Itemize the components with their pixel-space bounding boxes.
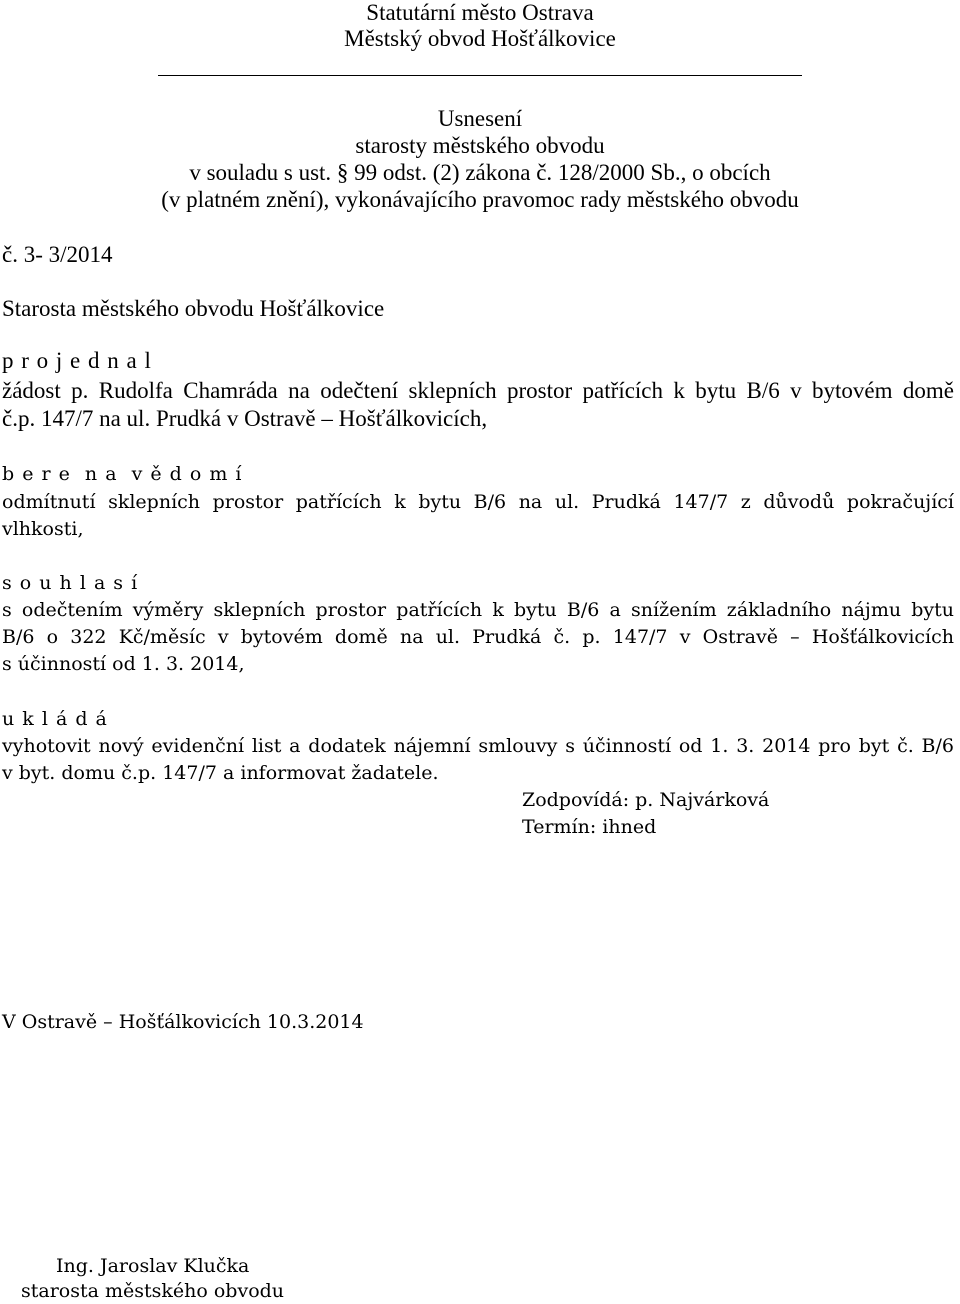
resolution-number: č. 3- 3/2014 <box>2 242 113 267</box>
deadline: Termín: ihned <box>522 816 657 838</box>
bere-na-vedomi-text-1: odmítnutí sklepních prostor patřících k bytu B/6 na ul. Prudká 147/7 z důvodů pokračující <box>2 491 954 513</box>
souhlasi-text-3: s účinností od 1. 3. 2014, <box>2 653 245 675</box>
district-name: Městský obvod Hošťálkovice <box>344 26 616 51</box>
souhlasi-text-2: B/6 o 322 Kč/měsíc v bytovém domě na ul. Prudká č. p. 147/7 v Ostravě – Hošťálkovicích <box>2 626 954 648</box>
projednal-text-1: žádost p. Rudolfa Chamráda na odečtení sklepních prostor patřících k bytu B/6 v bytovém domě <box>2 378 954 403</box>
resolution-actor: Starosta městského obvodu Hošťálkovice <box>2 296 385 321</box>
signatory-role: starosta městského obvodu <box>21 1280 285 1302</box>
resolution-subtitle-3: (v platném znění), vykonávajícího pravomoc rady městského obvodu <box>161 187 799 212</box>
signatory-name: Ing. Jaroslav Klučka <box>56 1255 250 1277</box>
verb-bere-na-vedomi: b e r e n a v ě d o m í <box>2 463 243 485</box>
souhlasi-text-1: s odečtením výměry sklepních prostor patřících k bytu B/6 a snížením základního nájmu bytu <box>2 599 954 621</box>
verb-projednal: p r o j e d n a l <box>2 348 152 373</box>
projednal-text-2: č.p. 147/7 na ul. Prudká v Ostravě – Hošťálkovicích, <box>2 406 488 431</box>
bere-na-vedomi-text-2: vlhkosti, <box>2 518 84 540</box>
resolution-subtitle-1: starosty městského obvodu <box>355 133 605 158</box>
uklada-text-1: vyhotovit nový evidenční list a dodatek nájemní smlouvy s účinností od 1. 3. 2014 pro byt č. B/6 <box>2 735 954 757</box>
city-name: Statutární město Ostrava <box>366 0 594 25</box>
header-divider <box>158 75 802 76</box>
verb-souhlasi: s o u h l a s í <box>2 572 139 594</box>
uklada-text-2: v byt. domu č.p. 147/7 a informovat žadatele. <box>2 762 439 784</box>
verb-uklada: u k l á d á <box>2 708 108 730</box>
resolution-subtitle-2: v souladu s ust. § 99 odst. (2) zákona č. 128/2000 Sb., o obcích <box>189 160 771 185</box>
place-and-date: V Ostravě – Hošťálkovicích 10.3.2014 <box>2 1011 364 1033</box>
responsible-person: Zodpovídá: p. Najvárková <box>522 789 770 811</box>
resolution-title: Usnesení <box>437 106 523 131</box>
